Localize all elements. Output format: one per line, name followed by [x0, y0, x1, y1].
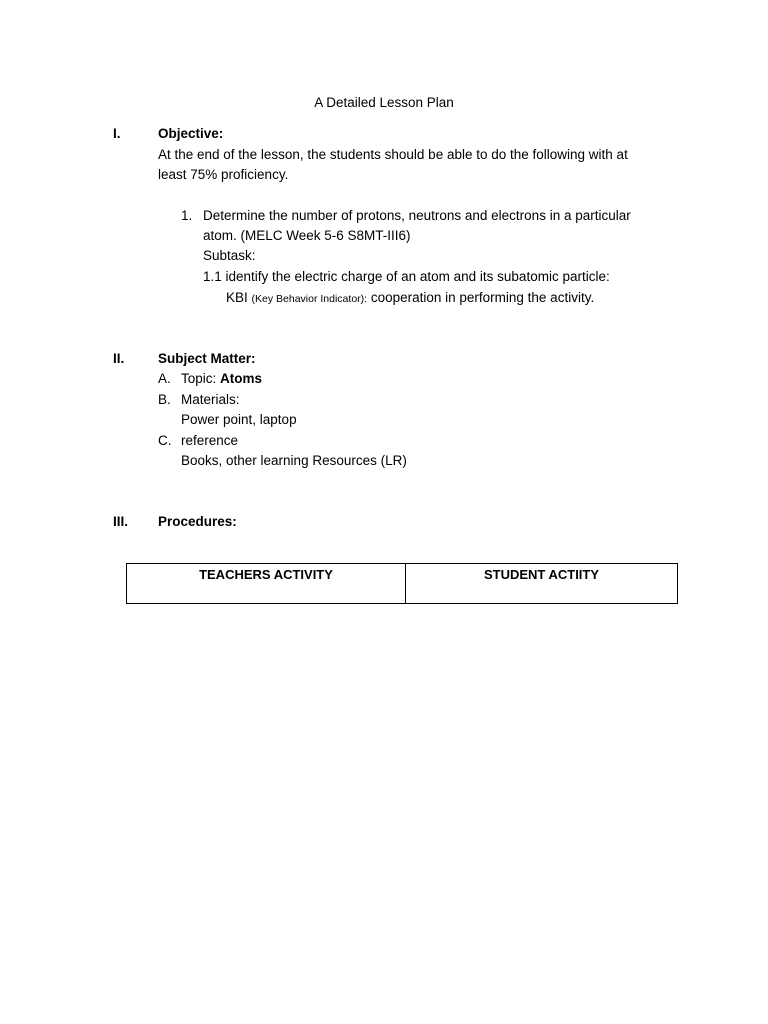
teachers-activity-header: TEACHERS ACTIVITY	[127, 564, 406, 604]
table-header-row	[127, 564, 678, 604]
section-3-heading: Procedures:	[158, 514, 237, 529]
subject-b-label: B.	[158, 392, 171, 407]
objective-item-1-line-2: atom. (MELC Week 5-6 S8MT-III6)	[203, 228, 411, 243]
topic-label: Topic:	[181, 371, 221, 386]
procedures-table	[126, 563, 678, 604]
reference-value: Books, other learning Resources (LR)	[181, 453, 407, 468]
kbi-text: cooperation in performing the activity.	[367, 290, 595, 305]
subtask-1-1: 1.1 identify the electric charge of an atom and its subatomic particle:	[203, 269, 610, 284]
materials-label: Materials:	[181, 392, 240, 407]
section-1-heading: Objective:	[158, 126, 224, 141]
objective-item-1-line-1: Determine the number of protons, neutrons and electrons in a particular	[203, 208, 631, 223]
objective-item-1-number: 1.	[181, 208, 193, 223]
topic-value: Atoms	[220, 371, 263, 386]
subject-a-label: A.	[158, 371, 171, 386]
section-2-heading: Subject Matter:	[158, 351, 256, 366]
materials-value: Power point, laptop	[181, 412, 297, 427]
student-activity-header: STUDENT ACTIITY	[406, 564, 678, 604]
subtask-label: Subtask:	[203, 248, 256, 263]
objective-intro-line-1: At the end of the lesson, the students should be able to do the following with at	[158, 147, 628, 162]
reference-label: reference	[181, 433, 239, 448]
section-1-numeral: I.	[113, 126, 121, 141]
subject-c-label: C.	[158, 433, 172, 448]
section-2-numeral: II.	[113, 351, 125, 366]
document-title: A Detailed Lesson Plan	[314, 95, 454, 110]
kbi-paren: (Key Behavior Indicator):	[251, 293, 368, 305]
subject-a-line	[181, 369, 262, 389]
objective-intro-line-2: least 75% proficiency.	[158, 167, 289, 182]
section-3-numeral: III.	[113, 514, 129, 529]
kbi-line	[226, 288, 594, 309]
kbi-label: KBI	[226, 290, 252, 305]
